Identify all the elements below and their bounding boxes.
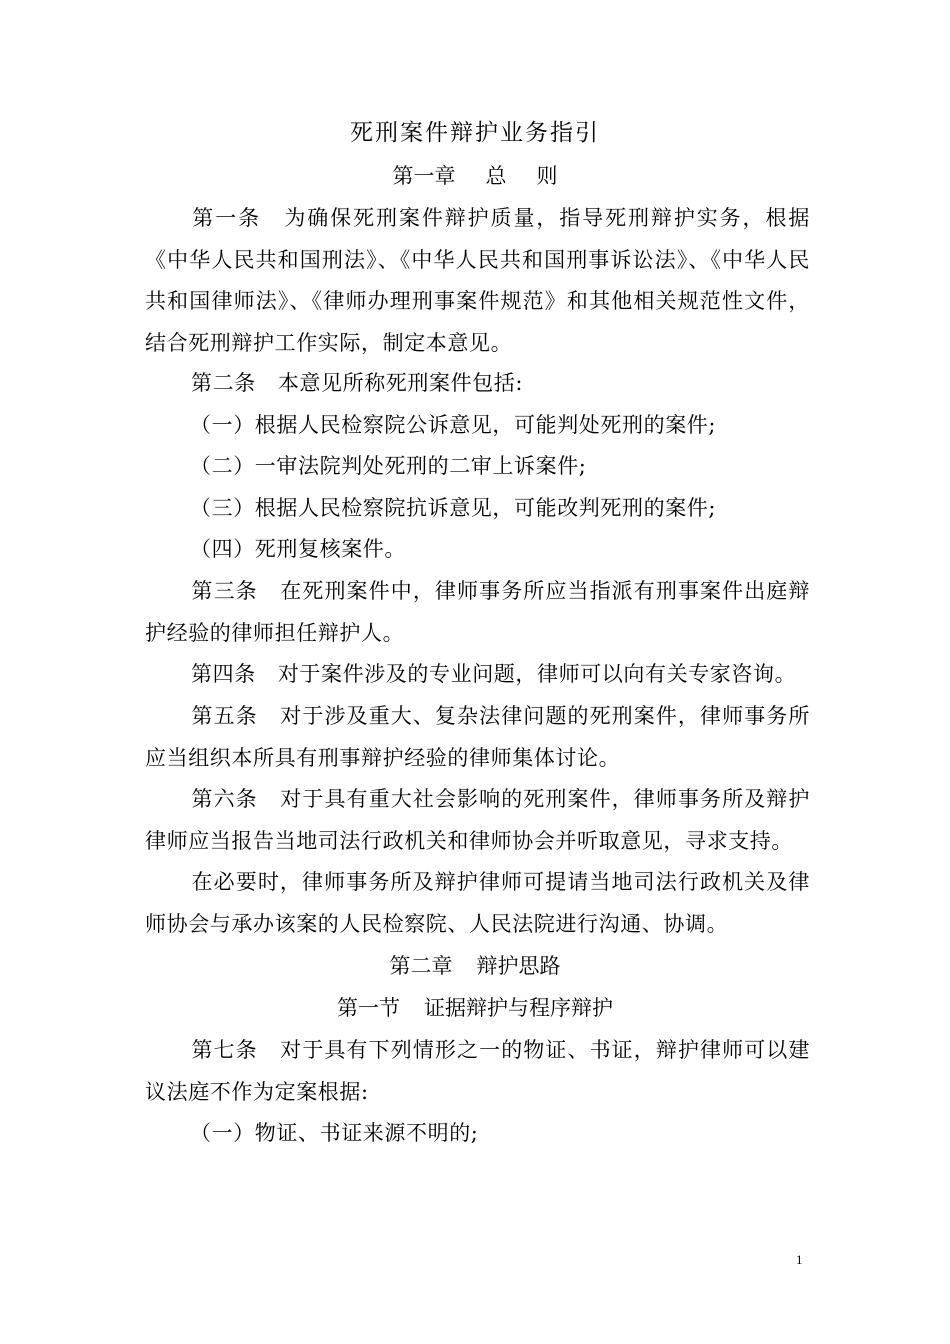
- article-label: 第四条: [191, 662, 256, 686]
- chapter-label: 第一章: [392, 164, 456, 188]
- article-label: 第二条: [191, 371, 256, 395]
- article-text: 为确保死刑案件辩护质量，指导死刑辩护实务，根据《中华人民共和国刑法》、《中华人民共和国刑事诉讼法》、《中华人民共和国律师法》、《律师办理刑事案件规范》和其他相关规范性文件，结合死刑辩护工作实际，制定本意见。: [145, 206, 810, 355]
- article-label: 第一条: [191, 206, 262, 230]
- article-paragraph: [145, 363, 810, 405]
- section-label: 第一节: [337, 996, 400, 1020]
- article-label: 第五条: [191, 704, 258, 728]
- article-label: 第六条: [191, 787, 258, 811]
- list-item: （一）物证、书证来源不明的;: [190, 1121, 479, 1145]
- article-paragraph: [145, 571, 810, 654]
- article-text: 对于涉及重大、复杂法律问题的死刑案件，律师事务所应当组织本所具有刑事辩护经验的律师集体讨论。: [145, 704, 810, 770]
- chapter-label: 第二章: [389, 954, 453, 978]
- chapter-heading: [0, 156, 950, 196]
- section-heading: [0, 988, 950, 1028]
- article-paragraph: [145, 696, 810, 779]
- list-item: （一）根据人民检察院公诉意见，可能判处死刑的案件;: [190, 413, 717, 437]
- chapter-heading: [0, 946, 950, 986]
- list-item: （四）死刑复核案件。: [190, 537, 406, 561]
- chapter-name-2: 则: [536, 164, 558, 188]
- article-text: 对于具有下列情形之一的物证、书证，辩护律师可以建议法庭不作为定案根据:: [145, 1038, 810, 1104]
- article-text: 在死刑案件中，律师事务所应当指派有刑事案件出庭辩护经验的律师担任辩护人。: [145, 579, 810, 645]
- article-paragraph: [145, 1030, 810, 1113]
- paragraph-text: 在必要时，律师事务所及辩护律师可提请当地司法行政机关及律师协会与承办该案的人民检察院、人民法院进行沟通、协调。: [145, 870, 810, 936]
- list-item: （三）根据人民检察院抗诉意见，可能改判死刑的案件;: [190, 496, 717, 520]
- chapter-name: 辩护思路: [476, 954, 561, 978]
- page-number: 1: [796, 1252, 803, 1267]
- body-paragraph: [145, 862, 810, 945]
- list-item: （二）一审法院判处死刑的二审上诉案件;: [190, 454, 587, 478]
- article-label: 第七条: [191, 1038, 258, 1062]
- chapter-name: 总: [485, 164, 507, 188]
- section-name: 证据辩护与程序辩护: [424, 996, 613, 1020]
- document-title: 死刑案件辩护业务指引: [350, 120, 600, 146]
- article-label: 第三条: [191, 579, 258, 603]
- article-paragraph: [145, 779, 810, 862]
- article-paragraph: [145, 654, 810, 696]
- article-text: 对于案件涉及的专业问题，律师可以向有关专家咨询。: [277, 662, 797, 686]
- article-text: 本意见所称死刑案件包括:: [277, 371, 524, 395]
- article-paragraph: [145, 198, 810, 364]
- article-text: 对于具有重大社会影响的死刑案件，律师事务所及辩护律师应当报告当地司法行政机关和律师协会并听取意见，寻求支持。: [145, 787, 810, 853]
